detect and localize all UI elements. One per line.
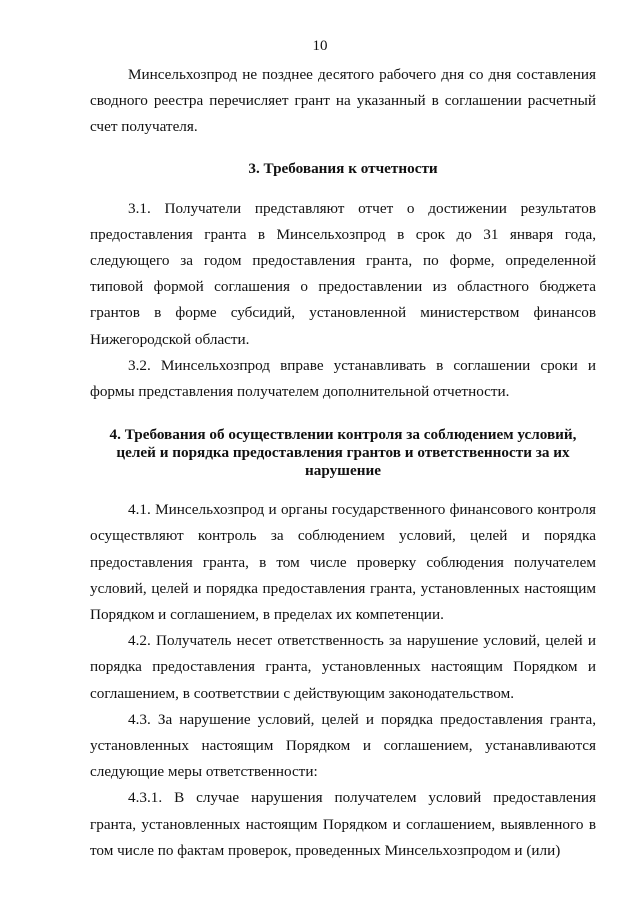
paragraph-4-1: 4.1. Минсельхозпрод и органы государственного финансового контроля осуществляют контроль за соблюдением условий, целей и порядка предоставления гранта, в том числе проверку соблюдения получателем условий, целей и порядка предоставления гранта, установленных настоящим Порядком и соглашением, в пределах их компетенции. xyxy=(90,501,596,624)
paragraph-4-3-1: 4.3.1. В случае нарушения получателем условий предоставления гранта, установленных настоящим Порядком и соглашением, выявленного в том числе по фактам проверок, проведенных Минсельхозпродом и (или) xyxy=(90,789,596,859)
paragraph-4-2: 4.2. Получатель несет ответственность за нарушение условий, целей и порядка предоставления гранта, установленных настоящим Порядком и соглашением, в соответствии с действующим законодательством. xyxy=(90,632,596,702)
paragraph-3-1: 3.1. Получатели представляют отчет о достижении результатов предоставления гранта в Минсельхозпрод в срок до 31 января года, следующего за годом предоставления гранта, по форме, определенной типовой формой соглашения о предоставлении из областного бюджета грантов в форме субсидий, установленной министерством финансов Нижегородской области. xyxy=(90,199,596,348)
section-3-heading: 3. Требования к отчетности xyxy=(248,159,438,177)
paragraph-4-3: 4.3. За нарушение условий, целей и порядка предоставления гранта, установленных настоящим Порядком и соглашением, устанавливаются следующие меры ответственности: xyxy=(90,710,596,781)
section-4-heading: 4. Требования об осуществлении контроля за соблюдением условий, целей и порядка предоставления грантов и ответственности за их нарушение xyxy=(109,426,577,480)
page-number: 10 xyxy=(312,38,328,54)
paragraph-3-2: 3.2. Минсельхозпрод вправе устанавливать в соглашении сроки и формы представления получателем дополнительной отчетности. xyxy=(90,356,596,401)
paragraph-intro: Минсельхозпрод не позднее десятого рабочего дня со дня составления сводного реестра перечисляет грант на указанный в соглашении расчетный счет получателя. xyxy=(90,66,596,136)
document-body xyxy=(90,62,596,864)
